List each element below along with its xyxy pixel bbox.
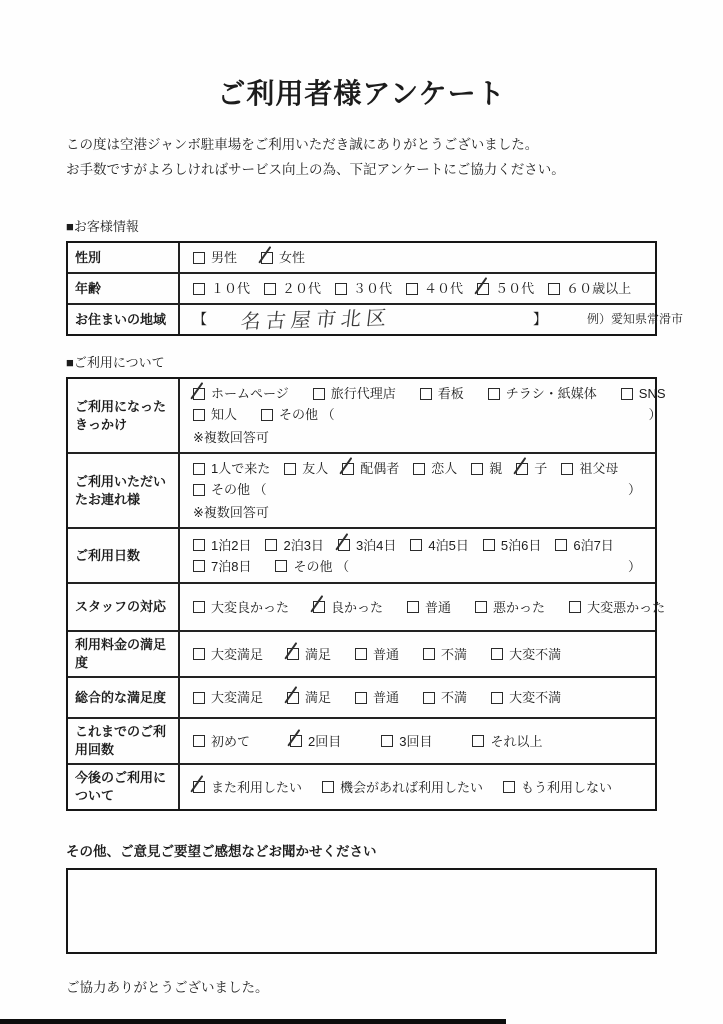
close-paren-text: ） <box>648 407 662 422</box>
multi-answer-note: ※複数回答可 <box>193 430 269 445</box>
options-line <box>193 479 645 500</box>
checkbox-option[interactable] <box>193 687 263 708</box>
checkbox-option[interactable] <box>355 687 399 708</box>
checkbox-option[interactable] <box>193 278 250 299</box>
checkbox-option[interactable] <box>488 383 597 404</box>
checkbox-option[interactable] <box>406 278 463 299</box>
row-content <box>180 305 693 334</box>
checkbox-icon <box>407 601 419 613</box>
options-line <box>193 777 645 798</box>
option-label: ６０歳以上 <box>566 281 632 296</box>
checkbox-option[interactable] <box>475 597 545 618</box>
option-label: また利用したい <box>211 779 303 795</box>
option-label: 5泊6日 <box>500 537 542 553</box>
table-row <box>68 303 684 334</box>
option-label: その他 （ <box>211 482 267 497</box>
option-label: 大変不満 <box>509 646 562 662</box>
checkbox-option[interactable] <box>410 535 468 556</box>
option-label: 配偶者 <box>360 461 400 476</box>
checkbox-option[interactable] <box>265 535 323 556</box>
checkbox-option[interactable] <box>491 644 561 665</box>
checkbox-icon <box>287 648 299 660</box>
option-label: 良かった <box>331 599 384 615</box>
option-label: 祖父母 <box>579 461 619 476</box>
close-paren-text: ） <box>627 558 641 574</box>
checkbox-option[interactable] <box>193 247 237 268</box>
checkbox-option[interactable] <box>261 404 335 425</box>
row-label: スタッフの対応 <box>68 584 180 630</box>
closing-text: ご協力ありがとうございました。 <box>66 980 269 995</box>
checkbox-option[interactable] <box>264 278 321 299</box>
option-label: 1泊2日 <box>211 537 252 553</box>
checkbox-icon <box>491 648 503 660</box>
checkbox-option[interactable] <box>471 458 502 479</box>
region-example-text: 例）愛知県常滑市 <box>587 312 684 326</box>
checkbox-option[interactable] <box>193 597 289 618</box>
comments-textarea[interactable] <box>66 868 657 954</box>
checkbox-icon <box>335 283 347 295</box>
checkbox-icon <box>193 252 205 264</box>
customer-info-heading: ■お客様情報 <box>66 219 139 234</box>
usage-info-table <box>66 377 666 811</box>
option-label: 友人 <box>302 461 329 476</box>
checkbox-icon <box>313 388 325 400</box>
checkbox-icon <box>423 648 435 660</box>
checkbox-option[interactable] <box>313 597 383 618</box>
checkbox-icon <box>193 409 205 421</box>
checkbox-icon <box>261 252 273 264</box>
checkbox-icon <box>313 601 325 613</box>
checkbox-icon <box>287 692 299 704</box>
region-answer-line <box>193 307 684 334</box>
option-label: ホームページ <box>211 386 289 401</box>
checkbox-option[interactable] <box>420 383 464 404</box>
checkbox-option[interactable] <box>313 383 396 404</box>
option-label: 3回目 <box>399 733 433 749</box>
checkbox-option[interactable] <box>193 777 302 798</box>
options-line <box>193 278 645 299</box>
checkbox-icon <box>488 388 500 400</box>
checkbox-icon <box>491 692 503 704</box>
row-content <box>180 584 675 630</box>
checkbox-icon <box>193 692 205 704</box>
option-label: 恋人 <box>431 461 458 476</box>
option-label: 1人で来た <box>211 461 271 476</box>
checkbox-option[interactable] <box>193 731 250 752</box>
row-content <box>180 379 676 452</box>
option-label: 大変満足 <box>211 646 264 662</box>
row-content <box>180 719 655 763</box>
checkbox-icon <box>410 539 422 551</box>
options-line <box>193 247 645 268</box>
checkbox-icon <box>261 409 273 421</box>
checkbox-icon <box>413 463 425 475</box>
checkbox-option[interactable] <box>261 247 305 268</box>
option-label: ３０代 <box>353 281 393 296</box>
checkbox-option[interactable] <box>413 458 457 479</box>
checkbox-icon <box>193 539 205 551</box>
multi-answer-note: ※複数回答可 <box>193 505 269 520</box>
checkbox-icon <box>322 781 334 793</box>
option-label: それ以上 <box>490 733 543 749</box>
checkbox-icon <box>477 283 489 295</box>
checkbox-icon <box>516 463 528 475</box>
checkbox-icon <box>355 692 367 704</box>
checkbox-icon <box>265 539 277 551</box>
option-label: 女性 <box>279 250 306 265</box>
options-line <box>193 644 645 665</box>
row-label: 年齢 <box>68 274 180 303</box>
row-label: ご利用いただいたお連れ様 <box>68 454 180 527</box>
checkbox-icon <box>472 735 484 747</box>
row-content <box>180 243 655 272</box>
page-title: ご利用者様アンケート <box>217 78 506 109</box>
option-label: 満足 <box>305 646 332 662</box>
option-label: 不満 <box>441 690 468 705</box>
comments-heading: その他、ご意見ご要望ご感想などお聞かせください <box>66 844 377 859</box>
checkbox-icon <box>193 388 205 400</box>
options-line <box>193 458 645 479</box>
option-label: 普通 <box>373 690 400 705</box>
checkbox-option[interactable] <box>287 687 331 708</box>
intro-text <box>66 132 657 182</box>
checkbox-option[interactable] <box>621 383 666 404</box>
checkbox-icon <box>193 781 205 793</box>
option-label: 4泊5日 <box>428 537 469 553</box>
checkbox-option[interactable] <box>193 404 237 425</box>
checkbox-option[interactable] <box>477 278 534 299</box>
row-content <box>180 765 655 809</box>
option-label: ４０代 <box>424 281 464 296</box>
row-label: 今後のご利用について <box>68 765 180 809</box>
row-label: 総合的な満足度 <box>68 678 180 717</box>
checkbox-option[interactable] <box>290 731 341 752</box>
row-label: これまでのご利用回数 <box>68 719 180 763</box>
table-row <box>68 379 666 452</box>
checkbox-icon <box>569 601 581 613</box>
option-label: 男性 <box>211 250 238 265</box>
option-label: 看板 <box>437 386 464 401</box>
option-label: その他 （ <box>293 558 350 574</box>
option-label: 初めて <box>211 733 251 749</box>
checkbox-icon <box>193 463 205 475</box>
checkbox-icon <box>275 560 287 572</box>
checkbox-icon <box>284 463 296 475</box>
option-label: 3泊4日 <box>355 537 397 553</box>
options-line <box>193 597 665 618</box>
option-label: 機会があれば利用したい <box>340 779 484 795</box>
option-label: 7泊8日 <box>211 558 252 574</box>
checkbox-icon <box>503 781 515 793</box>
open-bracket: 【 <box>193 311 207 327</box>
table-row <box>68 527 655 582</box>
checkbox-option[interactable] <box>472 731 542 752</box>
checkbox-icon <box>193 601 205 613</box>
checkbox-option[interactable] <box>342 458 399 479</box>
checkbox-icon <box>338 539 350 551</box>
checkbox-option[interactable] <box>335 278 392 299</box>
checkbox-option[interactable] <box>193 383 289 404</box>
row-label: ご利用日数 <box>68 529 180 582</box>
checkbox-option[interactable] <box>491 687 561 708</box>
row-label: お住まいの地域 <box>68 305 180 334</box>
row-label: ご利用になったきっかけ <box>68 379 180 452</box>
close-bracket: 】 <box>533 311 547 327</box>
row-label: 性別 <box>68 243 180 272</box>
checkbox-icon <box>193 283 205 295</box>
scan-artifact-strip <box>0 1019 506 1024</box>
option-label: SNS <box>638 386 666 401</box>
checkbox-option[interactable] <box>287 644 331 665</box>
table-row <box>68 630 655 676</box>
checkbox-option[interactable] <box>275 556 349 577</box>
option-label: もう利用しない <box>521 779 613 795</box>
row-content <box>180 454 655 527</box>
table-row <box>68 272 655 303</box>
options-line <box>193 687 645 708</box>
checkbox-option[interactable] <box>423 644 467 665</box>
close-paren-text: ） <box>627 482 641 497</box>
checkbox-icon <box>193 735 205 747</box>
options-line <box>193 404 666 425</box>
checkbox-option[interactable] <box>338 535 396 556</box>
options-line <box>193 383 666 404</box>
checkbox-option[interactable] <box>193 458 270 479</box>
checkbox-icon <box>548 283 560 295</box>
checkbox-icon <box>290 735 302 747</box>
checkbox-icon <box>193 484 205 496</box>
table-row <box>68 243 655 272</box>
checkbox-icon <box>471 463 483 475</box>
table-row <box>68 452 655 527</box>
row-content <box>180 632 655 676</box>
checkbox-icon <box>355 648 367 660</box>
option-label: その他 （ <box>279 407 335 422</box>
checkbox-option[interactable] <box>355 644 399 665</box>
checkbox-option[interactable] <box>548 278 631 299</box>
checkbox-option[interactable] <box>193 535 251 556</box>
checkbox-icon <box>381 735 393 747</box>
options-line <box>193 731 645 752</box>
option-label: 大変不満 <box>509 690 562 705</box>
checkbox-icon <box>555 539 567 551</box>
options-line <box>193 535 645 556</box>
row-label: 利用料金の満足度 <box>68 632 180 676</box>
row-content <box>180 678 655 717</box>
table-row <box>68 676 655 717</box>
checkbox-icon <box>423 692 435 704</box>
option-label: 6泊7日 <box>573 537 614 553</box>
options-line <box>193 556 645 577</box>
option-label: １０代 <box>211 281 251 296</box>
option-label: チラシ・紙媒体 <box>505 386 597 401</box>
table-row <box>68 582 666 630</box>
handwritten-region-value: 名古屋市北区 <box>239 307 393 334</box>
checkbox-icon <box>420 388 432 400</box>
option-label: 不満 <box>441 646 468 662</box>
checkbox-option[interactable] <box>483 535 541 556</box>
checkbox-icon <box>483 539 495 551</box>
checkbox-option[interactable] <box>322 777 483 798</box>
usage-info-heading: ■ご利用について <box>66 355 165 370</box>
checkbox-option[interactable] <box>516 458 547 479</box>
table-row <box>68 717 655 763</box>
option-label: 大変悪かった <box>587 599 666 615</box>
checkbox-option[interactable] <box>561 458 618 479</box>
option-label: 普通 <box>373 646 400 662</box>
checkbox-icon <box>621 388 633 400</box>
option-label: ５０代 <box>495 281 535 296</box>
customer-info-table <box>66 241 684 336</box>
checkbox-option[interactable] <box>193 479 267 500</box>
checkbox-option[interactable] <box>423 687 467 708</box>
option-label: 2泊3日 <box>283 537 324 553</box>
option-label: 大変良かった <box>211 599 290 615</box>
option-label: 大変満足 <box>211 690 264 705</box>
option-label: 2回目 <box>308 733 342 749</box>
option-label: 子 <box>534 461 548 476</box>
option-label: 親 <box>489 461 503 476</box>
checkbox-icon <box>193 560 205 572</box>
checkbox-icon <box>561 463 573 475</box>
row-content <box>180 274 655 303</box>
checkbox-option[interactable] <box>555 535 613 556</box>
checkbox-icon <box>475 601 487 613</box>
checkbox-icon <box>342 463 354 475</box>
checkbox-icon <box>264 283 276 295</box>
checkbox-option[interactable] <box>381 731 432 752</box>
intro-line-2: お手数ですがよろしければサービス向上の為、下記アンケートにご協力ください。 <box>66 162 565 177</box>
table-row <box>68 763 655 809</box>
checkbox-option[interactable] <box>503 777 612 798</box>
option-label: 知人 <box>211 407 238 422</box>
option-label: ２０代 <box>282 281 322 296</box>
option-label: 旅行代理店 <box>330 386 396 401</box>
option-label: 普通 <box>425 599 452 615</box>
checkbox-option[interactable] <box>284 458 328 479</box>
checkbox-option[interactable] <box>193 556 251 577</box>
row-content <box>180 529 655 582</box>
checkbox-icon <box>406 283 418 295</box>
intro-line-1: この度は空港ジャンボ駐車場をご利用いただき誠にありがとうございました。 <box>66 137 539 152</box>
option-label: 悪かった <box>493 599 546 615</box>
checkbox-option[interactable] <box>407 597 451 618</box>
checkbox-icon <box>193 648 205 660</box>
option-label: 満足 <box>305 690 332 705</box>
checkbox-option[interactable] <box>193 644 263 665</box>
checkbox-option[interactable] <box>569 597 665 618</box>
